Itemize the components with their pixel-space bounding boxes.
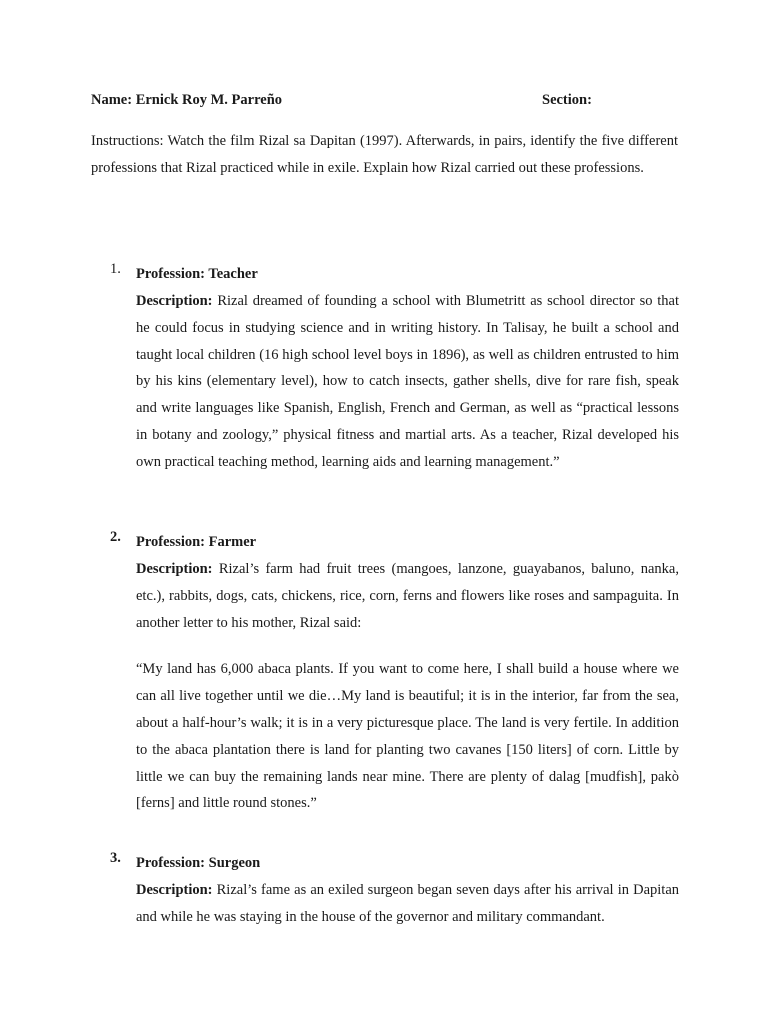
profession-title-text: Profession: Surgeon — [136, 855, 261, 871]
profession-title-text: Profession: Teacher — [136, 266, 258, 282]
description-text: Rizal dreamed of founding a school with Blumetritt as school director so that he could focus in studying science and in writing history. In Talisay, he built a school and taught local children (16 high school level boys in 1896), as well as children entrusted to him by his kins (elementary level), how to catch insects, gather shells, dive for rare fish, speak and write languages like Spanish, English, French and German, as well as “practical lessons in botany and zoology,” physical fitness and martial arts. As a teacher, Rizal developed his own practical teaching method, learning aids and learning management.” — [136, 293, 680, 470]
header-row — [91, 92, 681, 112]
profession-item-farmer — [110, 529, 679, 817]
description-text: Rizal’s fame as an exiled surgeon began seven days after his arrival in Dapitan and while he was staying in the house of the governor and military commandant. — [136, 882, 680, 925]
item-number: 2. — [110, 529, 121, 545]
profession-item-surgeon — [110, 850, 679, 931]
description-label: Description: — [136, 293, 213, 309]
instructions-paragraph: Instructions: Watch the film Rizal sa Dapitan (1997). Afterwards, in pairs, identify the five different professions that Rizal practiced while in exile. Explain how Rizal carried out these professions. — [91, 133, 678, 176]
item-number: 1. — [110, 261, 121, 277]
description-text: Rizal’s farm had fruit trees (mangoes, lanzone, guayabanos, baluno, nanka, etc.), rabbits, dogs, cats, chickens, rice, corn, ferns and flowers like roses and sampaguita. In another letter to his mother, Rizal said: — [136, 561, 679, 631]
profession-title — [136, 850, 679, 877]
letter-quote: “My land has 6,000 abaca plants. If you want to come here, I shall build a house where we can all live together until we die…My land is beautiful; it is in the interior, far from the sea, about a half-hour’s walk; it is in a very picturesque place. The land is very fertile. In addition to the abaca plantation there is land for planting two cavanes [150 liters] of corn. Little by little we can buy the remaining lands near mine. There are plenty of dalag [mudfish], pakò [ferns] and little round stones.” — [136, 661, 679, 812]
profession-item-teacher — [110, 261, 679, 476]
student-name: Name: Ernick Roy M. Parreño — [91, 92, 283, 108]
section-label: Section: — [542, 92, 592, 108]
description-label: Description: — [136, 561, 213, 577]
description-label: Description: — [136, 882, 213, 898]
profession-description — [136, 288, 679, 476]
item-number: 3. — [110, 850, 121, 866]
profession-title — [136, 529, 679, 556]
profession-description — [136, 556, 679, 636]
profession-title — [136, 261, 679, 288]
profession-title-text: Profession: Farmer — [136, 534, 257, 550]
profession-description — [136, 877, 679, 931]
